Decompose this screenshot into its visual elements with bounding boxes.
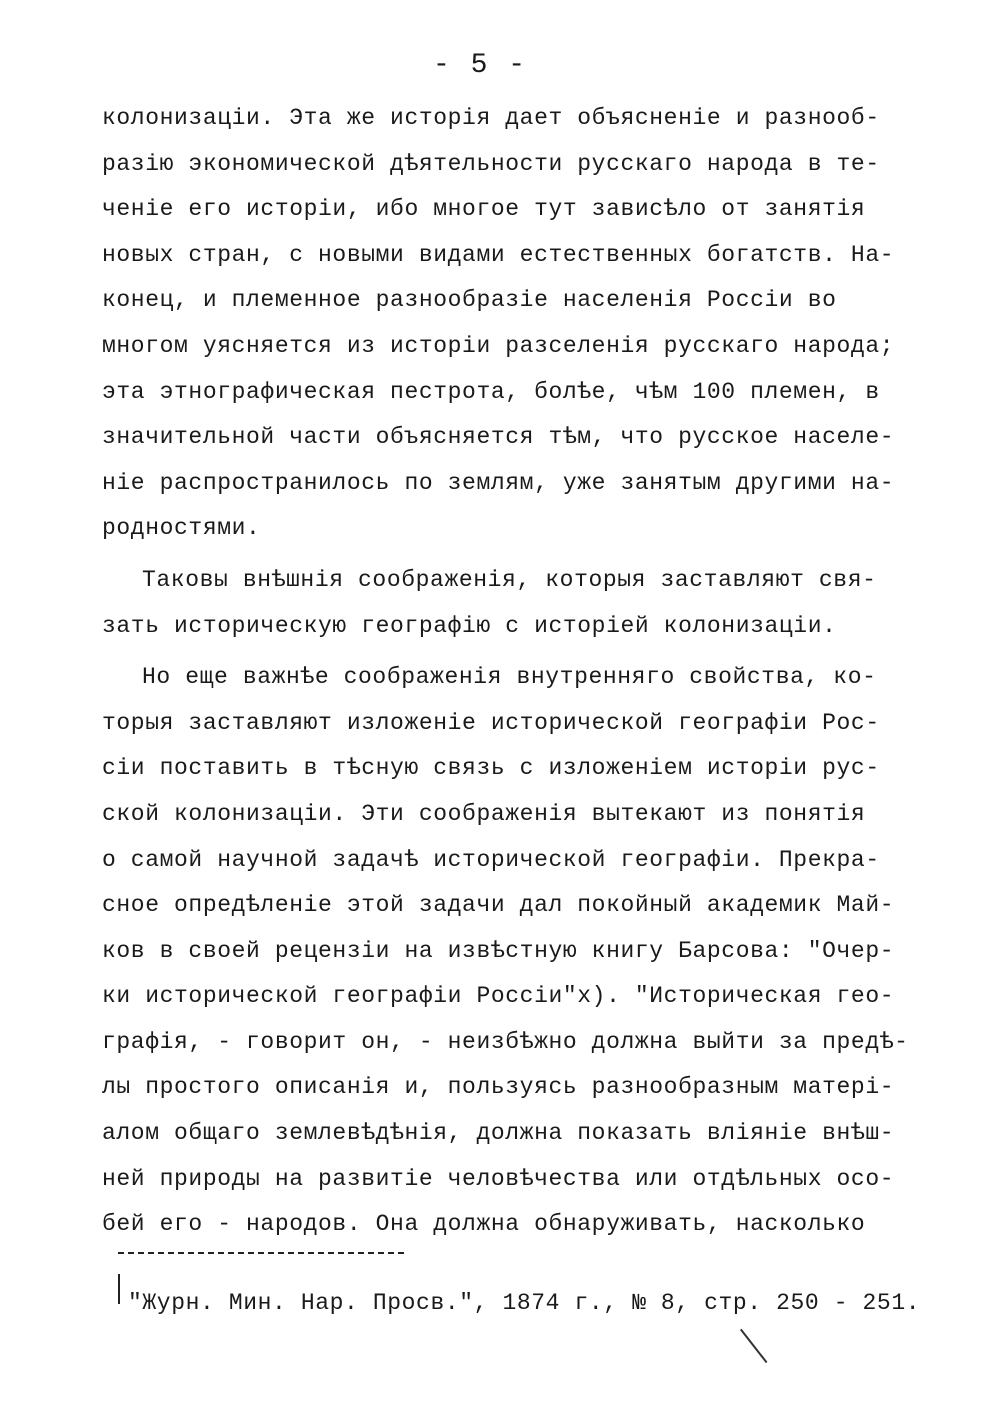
text-line: ки исторической географіи Россіи"x). "Историческая гео- bbox=[102, 983, 895, 1010]
text-line: сное опредѣленіе этой задачи дал покойный академик Май- bbox=[102, 892, 895, 919]
footnote-marker bbox=[118, 1274, 120, 1304]
text-line: ков в своей рецензіи на извѣстную книгу Барсова: "Очер- bbox=[102, 937, 895, 964]
text-line: ней природы на развитіе человѣчества или отдѣльных осо- bbox=[102, 1165, 895, 1192]
text-line: лы простого описанія и, пользуясь разнообразным матері- bbox=[102, 1074, 895, 1101]
page-number: - 5 - bbox=[432, 50, 527, 81]
paragraph-start-line: Но еще важнѣе соображенія внутренняго свойства, ко- bbox=[142, 664, 877, 691]
text-line: зать историческую географію с исторіей колонизаціи. bbox=[102, 612, 837, 639]
text-line: ченіе его исторіи, ибо многое тут зависѣло от занятія bbox=[102, 196, 866, 223]
text-line: эта этнографическая пестрота, болѣе, чѣм 100 племен, в bbox=[102, 378, 880, 405]
text-line: алом общаго землевѣдѣнія, должна показать вліяніе внѣш- bbox=[102, 1120, 895, 1147]
text-line: ской колонизаціи. Эти соображенія вытекают из понятія bbox=[102, 800, 866, 827]
text-line: графія, - говорит он, - неизбѣжно должна выйти за предѣ- bbox=[102, 1028, 909, 1055]
text-line: родностями. bbox=[102, 515, 261, 542]
text-line: конец, и племенное разнообразіе населенія Россіи во bbox=[102, 287, 837, 314]
text-line: сіи поставить в тѣсную связь с изложеніем исторіи рус- bbox=[102, 755, 880, 782]
footnote-separator bbox=[118, 1252, 404, 1254]
text-line: разію экономической дѣятельности русскаго народа в те- bbox=[102, 150, 880, 177]
text-line: ніе распространилось по землям, уже занятым другими на- bbox=[102, 469, 895, 496]
text-line: новых стран, с новыми видами естественных богатств. На- bbox=[102, 241, 895, 268]
pen-stroke-mark bbox=[740, 1329, 767, 1363]
text-line: колонизаціи. Эта же исторія дает объясненіе и разнооб- bbox=[102, 105, 880, 131]
text-line: торыя заставляют изложеніе исторической географіи Рос- bbox=[102, 709, 880, 736]
body-text bbox=[96, 96, 916, 1248]
paragraph-start-line: Таковы внѣшнія соображенія, которыя заставляют свя- bbox=[142, 566, 877, 593]
footnote-text: "Журн. Мин. Нар. Просв.", 1874 г., № 8, стр. 250 - 251. bbox=[128, 1290, 921, 1316]
text-line: о самой научной задачѣ исторической географіи. Прекра- bbox=[102, 846, 880, 873]
text-line: значительной части объясняется тѣм, что русское населе- bbox=[102, 424, 895, 451]
text-line: многом уясняется из исторіи разселенія русскаго народа; bbox=[102, 332, 895, 359]
text-line: бей его - народов. Она должна обнаруживать, насколько bbox=[102, 1211, 866, 1238]
